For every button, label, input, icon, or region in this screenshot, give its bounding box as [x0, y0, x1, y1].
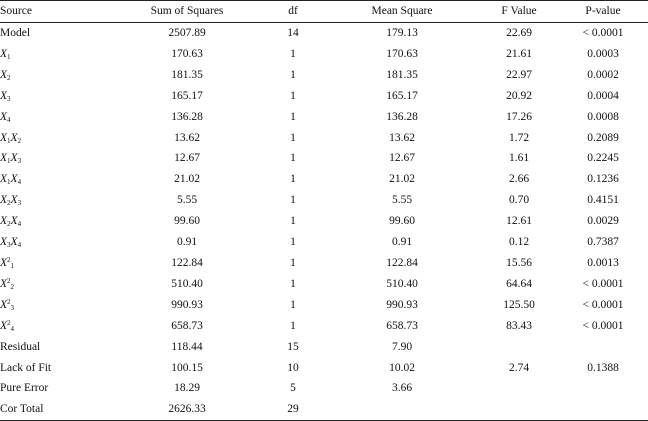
table-row	[0, 232, 648, 253]
cell-p-value	[558, 399, 648, 420]
cell-source: Pure Error	[0, 382, 49, 395]
term-subscript: 2	[17, 136, 22, 145]
cell-sum-of-squares: 99.60	[174, 215, 200, 228]
term-subscript: 1	[10, 261, 15, 270]
cell-f-value: 22.69	[506, 27, 532, 39]
cell-sum-of-squares: 118.44	[171, 340, 203, 353]
table-row	[0, 337, 648, 358]
term-variable: X	[10, 131, 18, 144]
cell-source: Cor Total	[0, 403, 44, 416]
cell-p-value: 0.0029	[587, 215, 619, 228]
cell-source	[0, 295, 112, 316]
header-df: df	[288, 5, 298, 17]
cell-sum-of-squares: 165.17	[171, 89, 203, 102]
table-row	[0, 253, 648, 274]
source-term	[0, 69, 11, 81]
cell-mean-square: 99.60	[389, 215, 415, 228]
source-term	[0, 320, 14, 332]
cell-f-value: 2.66	[508, 173, 530, 186]
term-subscript: 4	[10, 324, 15, 333]
cell-f-value: 22.97	[506, 68, 532, 81]
cell-mean-square: 122.84	[386, 256, 418, 269]
cell-p-value: < 0.0001	[582, 319, 624, 332]
source-term	[0, 215, 11, 227]
cell-p-value: 0.0003	[587, 47, 619, 60]
cell-df: 10	[287, 361, 299, 374]
cell-df: 1	[290, 47, 296, 60]
cell-f-value: 64.64	[506, 277, 532, 290]
term-variable: X	[10, 173, 18, 186]
cell-sum-of-squares: 18.29	[174, 382, 200, 395]
cell-df: 1	[290, 152, 296, 165]
cell-df: 1	[290, 236, 296, 249]
cell-df: 1	[290, 319, 296, 332]
cell-f-value: 125.50	[503, 298, 535, 311]
term-subscript: 4	[7, 115, 11, 124]
cell-mean-square: 165.17	[386, 89, 418, 102]
cell-source	[0, 232, 112, 253]
term-variable: X	[10, 236, 18, 249]
term-subscript: 4	[17, 241, 22, 250]
source-term	[0, 299, 14, 311]
term-subscript: 2	[10, 282, 15, 291]
cell-mean-square: 12.67	[389, 152, 415, 165]
header-row	[0, 1, 648, 23]
cell-sum-of-squares: 13.62	[174, 131, 200, 144]
cell-f-value: 2.74	[508, 361, 530, 374]
source-term	[0, 152, 11, 164]
cell-sum-of-squares: 170.63	[171, 47, 203, 60]
cell-df: 1	[290, 277, 296, 290]
table-row	[0, 128, 648, 149]
source-term	[0, 90, 11, 102]
term-subscript: 1	[7, 136, 11, 145]
cell-p-value: 0.0013	[587, 256, 619, 269]
cell-p-value: 0.0004	[587, 89, 619, 102]
cell-source	[0, 253, 112, 274]
header-sum-of-squares: Sum of Squares	[150, 5, 224, 17]
term-variable: X	[0, 47, 8, 60]
term-variable: X	[0, 256, 8, 269]
source-term	[11, 173, 22, 185]
table-row	[0, 44, 648, 65]
cell-mean-square: 170.63	[386, 47, 418, 60]
cell-source	[0, 316, 112, 337]
source-term	[0, 257, 14, 269]
term-variable: X	[0, 68, 8, 81]
cell-p-value: < 0.0001	[582, 277, 624, 290]
cell-mean-square: 0.91	[391, 236, 413, 249]
term-variable: X	[0, 236, 8, 249]
table-row	[0, 148, 648, 169]
cell-p-value: 0.7387	[587, 236, 619, 249]
term-variable: X	[0, 319, 8, 332]
cell-source	[0, 44, 112, 65]
source-term	[0, 173, 11, 185]
source-term	[11, 236, 22, 248]
cell-f-value: 21.61	[506, 47, 532, 60]
cell-mean-square: 179.13	[386, 27, 418, 39]
cell-source	[0, 274, 112, 295]
cell-source	[0, 190, 112, 211]
source-term	[0, 236, 11, 248]
cell-source	[0, 107, 112, 128]
term-variable: X	[0, 298, 8, 311]
term-variable: X	[0, 131, 8, 144]
cell-source	[0, 211, 112, 232]
cell-mean-square: 3.66	[391, 382, 413, 395]
header-f-value: F Value	[501, 5, 537, 17]
term-subscript: 2	[7, 73, 11, 82]
cell-sum-of-squares: 0.91	[176, 236, 198, 249]
header-p-value: P-value	[585, 5, 621, 17]
term-subscript: 2	[7, 199, 11, 208]
term-subscript: 2	[7, 220, 11, 229]
term-variable: X	[0, 110, 8, 123]
term-subscript: 4	[17, 178, 22, 187]
cell-mean-square: 5.55	[391, 194, 413, 207]
cell-sum-of-squares: 122.84	[171, 256, 203, 269]
cell-mean-square: 7.90	[391, 340, 413, 353]
term-exponent: 2	[7, 297, 11, 306]
cell-f-value: 83.43	[506, 319, 532, 332]
cell-df: 14	[287, 27, 299, 39]
cell-df: 1	[290, 256, 296, 269]
cell-source: Residual	[0, 340, 41, 353]
cell-source	[0, 148, 112, 169]
cell-f-value: 0.70	[508, 194, 530, 207]
cell-mean-square	[324, 399, 480, 420]
cell-mean-square: 10.02	[389, 361, 415, 374]
source-term	[0, 194, 11, 206]
source-term	[11, 132, 22, 144]
term-exponent: 2	[7, 276, 11, 285]
term-variable: X	[10, 215, 18, 228]
cell-mean-square: 136.28	[386, 110, 418, 123]
cell-f-value	[480, 399, 558, 420]
table-row	[0, 211, 648, 232]
cell-df: 1	[290, 68, 296, 81]
cell-mean-square: 181.35	[386, 68, 418, 81]
table-row	[0, 65, 648, 86]
header-mean-square: Mean Square	[371, 5, 433, 17]
cell-f-value: 17.26	[506, 110, 532, 123]
cell-f-value	[480, 337, 558, 358]
cell-df: 1	[290, 298, 296, 311]
cell-mean-square: 510.40	[386, 277, 418, 290]
cell-sum-of-squares: 12.67	[174, 152, 200, 165]
cell-df: 1	[290, 194, 296, 207]
cell-sum-of-squares: 510.40	[171, 277, 203, 290]
cell-p-value: 0.1388	[587, 361, 619, 374]
term-subscript: 3	[17, 157, 22, 166]
term-exponent: 2	[7, 255, 11, 264]
term-exponent: 2	[7, 318, 11, 327]
cell-p-value: < 0.0001	[582, 27, 624, 39]
cell-f-value: 15.56	[506, 256, 532, 269]
table-row	[0, 316, 648, 337]
cell-p-value: 0.2089	[587, 131, 619, 144]
cell-f-value: 20.92	[506, 89, 532, 102]
table-row	[0, 86, 648, 107]
cell-sum-of-squares: 2626.33	[168, 403, 206, 416]
source-term	[11, 215, 22, 227]
table-row	[0, 295, 648, 316]
source-term	[0, 48, 11, 60]
term-variable: X	[0, 89, 8, 102]
table-row	[0, 358, 648, 379]
cell-df: 1	[290, 131, 296, 144]
term-subscript: 3	[7, 94, 11, 103]
cell-source	[0, 86, 112, 107]
source-term	[0, 132, 11, 144]
source-term	[11, 194, 22, 206]
cell-p-value: 0.2245	[587, 152, 619, 165]
cell-sum-of-squares: 181.35	[171, 68, 203, 81]
table-row	[0, 169, 648, 190]
cell-source: Lack of Fit	[0, 361, 52, 374]
cell-p-value: 0.0002	[587, 68, 619, 81]
cell-df: 1	[290, 110, 296, 123]
term-variable: X	[0, 277, 8, 290]
table-row	[0, 399, 648, 420]
cell-source: Model	[0, 27, 31, 39]
cell-p-value: < 0.0001	[582, 298, 624, 311]
term-subscript: 1	[7, 52, 11, 61]
cell-p-value	[558, 378, 648, 399]
cell-df: 1	[290, 173, 296, 186]
cell-f-value: 1.61	[508, 152, 530, 165]
cell-f-value: 1.72	[508, 131, 530, 144]
cell-sum-of-squares: 100.15	[171, 361, 203, 374]
term-variable: X	[10, 152, 18, 165]
cell-df: 1	[290, 215, 296, 228]
term-subscript: 1	[7, 157, 11, 166]
source-term	[0, 111, 11, 123]
table-row	[0, 274, 648, 295]
cell-df: 15	[287, 340, 299, 353]
term-subscript: 3	[7, 241, 11, 250]
term-subscript: 3	[10, 303, 15, 312]
cell-f-value	[480, 378, 558, 399]
term-variable: X	[0, 152, 8, 165]
cell-p-value: 0.4151	[587, 194, 619, 207]
term-variable: X	[0, 173, 8, 186]
cell-sum-of-squares: 21.02	[174, 173, 200, 186]
term-subscript: 1	[7, 178, 11, 187]
header-source: Source	[0, 5, 32, 17]
term-variable: X	[0, 215, 8, 228]
cell-mean-square: 658.73	[386, 319, 418, 332]
term-subscript: 3	[17, 199, 22, 208]
cell-df: 5	[290, 382, 296, 395]
term-variable: X	[0, 194, 8, 207]
table-row	[0, 378, 648, 399]
cell-source	[0, 65, 112, 86]
cell-p-value: 0.0008	[587, 110, 619, 123]
cell-df: 29	[287, 403, 299, 416]
cell-sum-of-squares: 658.73	[171, 319, 203, 332]
cell-p-value: 0.1236	[587, 173, 619, 186]
source-term	[0, 278, 14, 290]
cell-df: 1	[290, 89, 296, 102]
cell-f-value: 12.61	[506, 215, 532, 228]
cell-sum-of-squares: 990.93	[171, 298, 203, 311]
cell-mean-square: 13.62	[389, 131, 415, 144]
table-row	[0, 23, 648, 44]
cell-f-value: 0.12	[508, 236, 530, 249]
table-header	[0, 1, 648, 23]
cell-source	[0, 128, 112, 149]
table-row	[0, 190, 648, 211]
cell-sum-of-squares: 5.55	[176, 194, 198, 207]
table-body	[0, 23, 648, 421]
cell-mean-square: 21.02	[389, 173, 415, 186]
cell-source	[0, 169, 112, 190]
source-term	[11, 152, 22, 164]
table-row	[0, 107, 648, 128]
term-subscript: 4	[17, 220, 22, 229]
cell-sum-of-squares: 136.28	[171, 110, 203, 123]
cell-sum-of-squares: 2507.89	[168, 27, 206, 39]
cell-p-value	[558, 337, 648, 358]
term-variable: X	[10, 194, 18, 207]
cell-mean-square: 990.93	[386, 298, 418, 311]
